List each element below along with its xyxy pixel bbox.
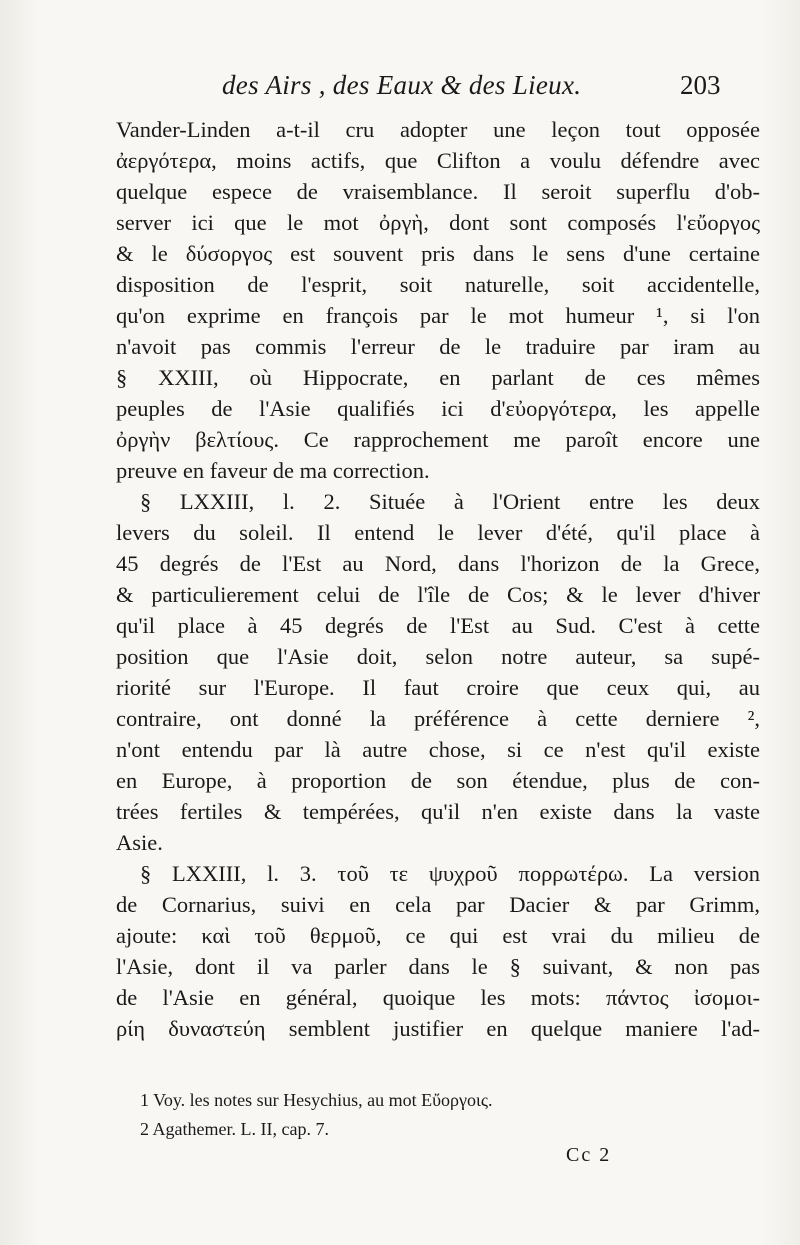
text-line: Vander-Linden a-t-il cru adopter une leçon tout opposée bbox=[116, 117, 760, 142]
text-line: § XXIII, où Hippocrate, en parlant de ces mêmes bbox=[116, 365, 760, 390]
text-line: peuples de l'Asie qualifiés ici d'εὐοργότερα, les appelle bbox=[116, 396, 760, 421]
text-line: en Europe, à proportion de son étendue, plus de con- bbox=[116, 768, 760, 793]
text-line: ὀργὴν βελτίους. Ce rapprochement me paroît encore une bbox=[116, 427, 760, 452]
text-line: de l'Asie en général, quoique les mots: πάντος ἰσομοι- bbox=[116, 985, 760, 1010]
page-header bbox=[0, 70, 800, 110]
text-line: qu'on exprime en françois par le mot humeur ¹, si l'on bbox=[116, 303, 760, 328]
text-line: preuve en faveur de ma correction. bbox=[116, 458, 430, 483]
footnotes bbox=[140, 1086, 740, 1144]
body-text bbox=[116, 114, 760, 1044]
text-line: riorité sur l'Europe. Il faut croire que ceux qui, au bbox=[116, 675, 760, 700]
text-line: quelque espece de vraisemblance. Il seroit superflu d'ob- bbox=[116, 179, 760, 204]
text-line: de Cornarius, suivi en cela par Dacier & par Grimm, bbox=[116, 892, 760, 917]
text-line: § LXXIII, l. 3. τοῦ τε ψυχροῦ πορρωτέρω. La version bbox=[140, 861, 760, 886]
text-line: l'Asie, dont il va parler dans le § suivant, & non pas bbox=[116, 954, 760, 979]
text-line: ajoute: καὶ τοῦ θερμοῦ, ce qui est vrai du milieu de bbox=[116, 923, 760, 948]
text-line: § LXXIII, l. 2. Située à l'Orient entre les deux bbox=[140, 489, 760, 514]
text-line: qu'il place à 45 degrés de l'Est au Sud. C'est à cette bbox=[116, 613, 760, 638]
text-line: server ici que le mot ὀργὴ, dont sont composés l'εὔοργος bbox=[116, 210, 760, 235]
text-line: & le δύσοργος est souvent pris dans le sens d'une certaine bbox=[116, 241, 760, 266]
text-line: ἀεργότερα, moins actifs, que Clifton a voulu défendre avec bbox=[116, 148, 760, 173]
running-head: des Airs , des Eaux & des Lieux. bbox=[222, 70, 582, 100]
text-line: levers du soleil. Il entend le lever d'été, qu'il place à bbox=[116, 520, 760, 545]
footnote-1: 1 Voy. les notes sur Hesychius, au mot Εὔοργοις. bbox=[140, 1090, 493, 1110]
footnote-2: 2 Agathemer. L. II, cap. 7. bbox=[140, 1119, 329, 1139]
text-line: n'avoit pas commis l'erreur de le traduire par iram au bbox=[116, 334, 760, 359]
text-line: 45 degrés de l'Est au Nord, dans l'horizon de la Grece, bbox=[116, 551, 760, 576]
text-line: disposition de l'esprit, soit naturelle, soit accidentelle, bbox=[116, 272, 760, 297]
text-line: trées fertiles & tempérées, qu'il n'en existe dans la vaste bbox=[116, 799, 760, 824]
text-line: ρίη δυναστεύη semblent justifier en quelque maniere l'ad- bbox=[116, 1016, 760, 1041]
page-number: 203 bbox=[680, 70, 721, 100]
text-line: n'ont entendu par là autre chose, si ce n'est qu'il existe bbox=[116, 737, 760, 762]
signature-mark: Cc 2 bbox=[566, 1144, 612, 1166]
text-line: contraire, ont donné la préférence à cette derniere ², bbox=[116, 706, 760, 731]
text-line: position que l'Asie doit, selon notre auteur, sa supé- bbox=[116, 644, 760, 669]
text-line: & particulierement celui de l'île de Cos; & le lever d'hiver bbox=[116, 582, 760, 607]
text-line: Asie. bbox=[116, 830, 163, 855]
